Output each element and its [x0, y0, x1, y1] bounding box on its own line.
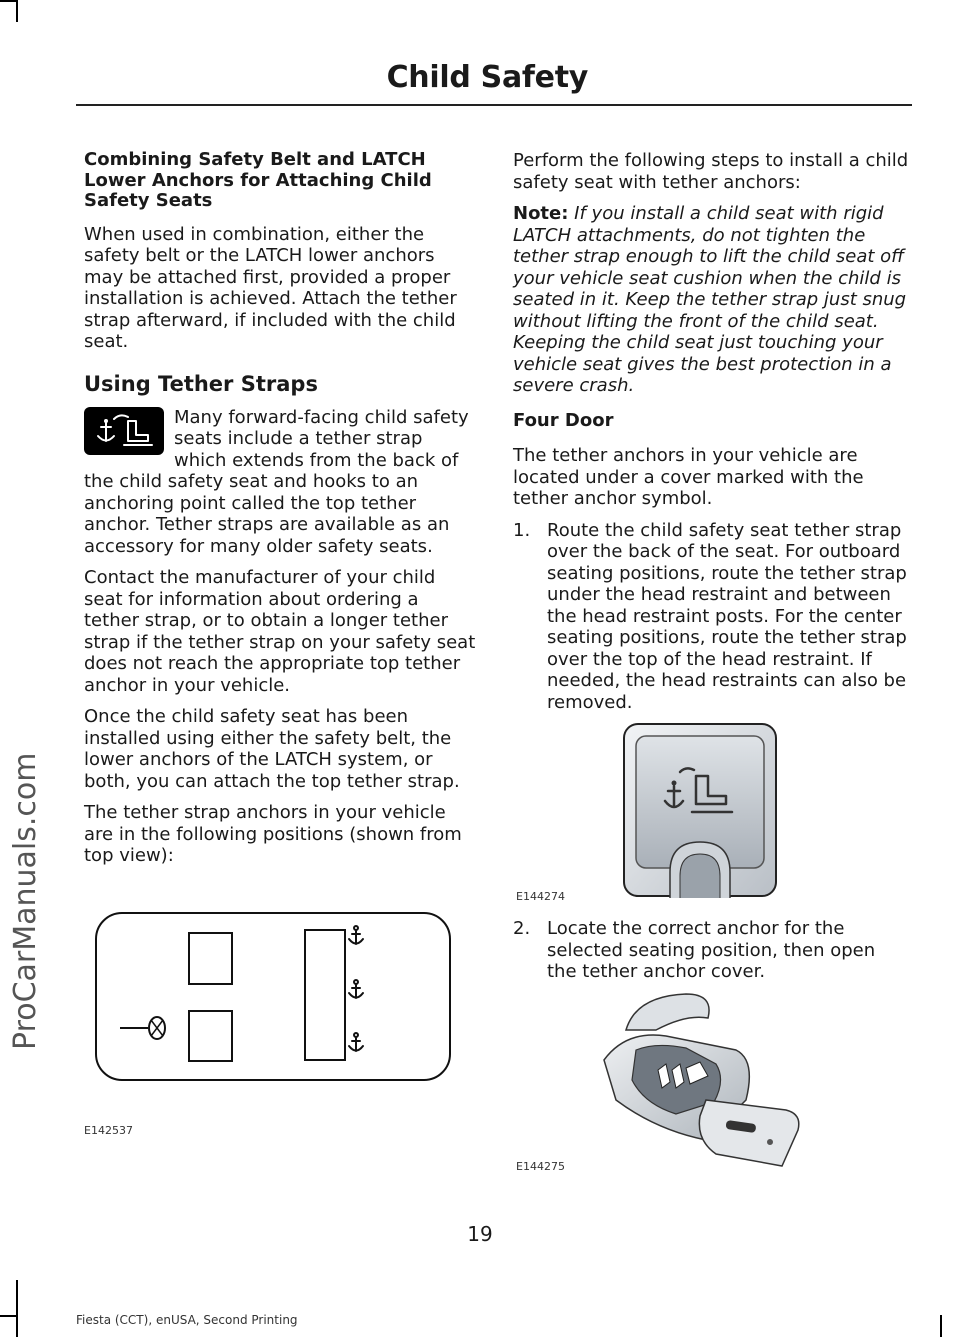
crop-mark: [16, 0, 18, 22]
crop-mark: [940, 1315, 942, 1337]
page-title: Child Safety: [386, 60, 588, 95]
paragraph: When used in combination, either the safety belt or the LATCH lower anchors may be attached first, provided a proper installation is achieved. Attach the tether strap afterward, if included with the child seat.: [84, 223, 457, 352]
note-label: Note:: [513, 203, 569, 224]
tether-symbol-icon: [84, 407, 164, 455]
section-heading: Combining Safety Belt and LATCH Lower Anchors for Attaching Child Safety Seats: [84, 149, 432, 211]
list-item: [513, 520, 909, 714]
step-number: 2.: [513, 918, 531, 939]
crop-mark: [0, 0, 16, 2]
paragraph: the child safety seat and hooks to an anchoring point called the top tether anchor. Tether straps are available as an accessory for many older safety seats.: [84, 471, 450, 557]
step-number: 1.: [513, 519, 531, 541]
header-rule: [76, 104, 912, 106]
section-heading: Using Tether Straps: [84, 371, 318, 396]
steps-list: [513, 520, 909, 714]
figure-code: E144275: [516, 1160, 565, 1173]
section-heading: Four Door: [513, 409, 614, 431]
figure-code: E144274: [516, 890, 565, 903]
step-text: Locate the correct anchor for the selected seating position, then open the tether anchor cover.: [547, 918, 876, 982]
list-item: [513, 918, 909, 983]
crop-mark: [0, 1315, 16, 1317]
note: [513, 203, 909, 397]
paragraph: Once the child safety seat has been installed using either the safety belt, the lower anchors of the LATCH system, or both, you can attach the top tether strap.: [84, 706, 460, 792]
paragraph: The tether strap anchors in your vehicle are in the following positions (shown from top view):: [84, 802, 462, 866]
page-number: 19: [467, 1222, 493, 1246]
paragraph: Perform the following steps to install a child safety seat with tether anchors:: [513, 150, 909, 193]
anchor-position-figure: [94, 912, 452, 1082]
watermark: ProCarManuals.com: [8, 752, 43, 1050]
figure-code: E142537: [84, 1124, 133, 1137]
edition-text: Fiesta (CCT), enUSA, Second Printing: [76, 1313, 298, 1327]
steps-list: [513, 918, 909, 983]
paragraph: Many forward-facing child safety seats include a tether strap which extends from the back of: [174, 406, 469, 471]
paragraph: Contact the manufacturer of your child seat for information about ordering a tether strap, or to obtain a longer tether strap if the tether strap on your safety seat does not reach the appropriate top tether anchor in your vehicle.: [84, 567, 476, 696]
tether-paragraph: [84, 407, 476, 558]
step-text: Route the child safety seat tether strap over the back of the seat. For outboard seating positions, route the tether strap under the head restraint and between the head restraint posts. For the center seating positions, route the tether strap over the top of the head restraint. If needed, the head restraints can also be removed.: [547, 519, 907, 713]
note-text: If you install a child seat with rigid LATCH attachments, do not tighten the tether strap enough to lift the child seat off your vehicle seat cushion when the child is seated in it. Keep the tether strap just snug without lifting the front of the child seat. Keeping the child seat just touching your vehicle seat gives the best protection in a severe crash.: [513, 203, 907, 396]
right-column: [513, 150, 909, 721]
anchor-cover-figure: [622, 722, 778, 898]
crop-mark: [16, 1280, 18, 1337]
open-anchor-figure: [596, 990, 804, 1170]
left-column: [84, 150, 476, 877]
right-column-step2: [513, 918, 909, 991]
paragraph: The tether anchors in your vehicle are located under a cover marked with the tether anchor symbol.: [513, 445, 864, 509]
